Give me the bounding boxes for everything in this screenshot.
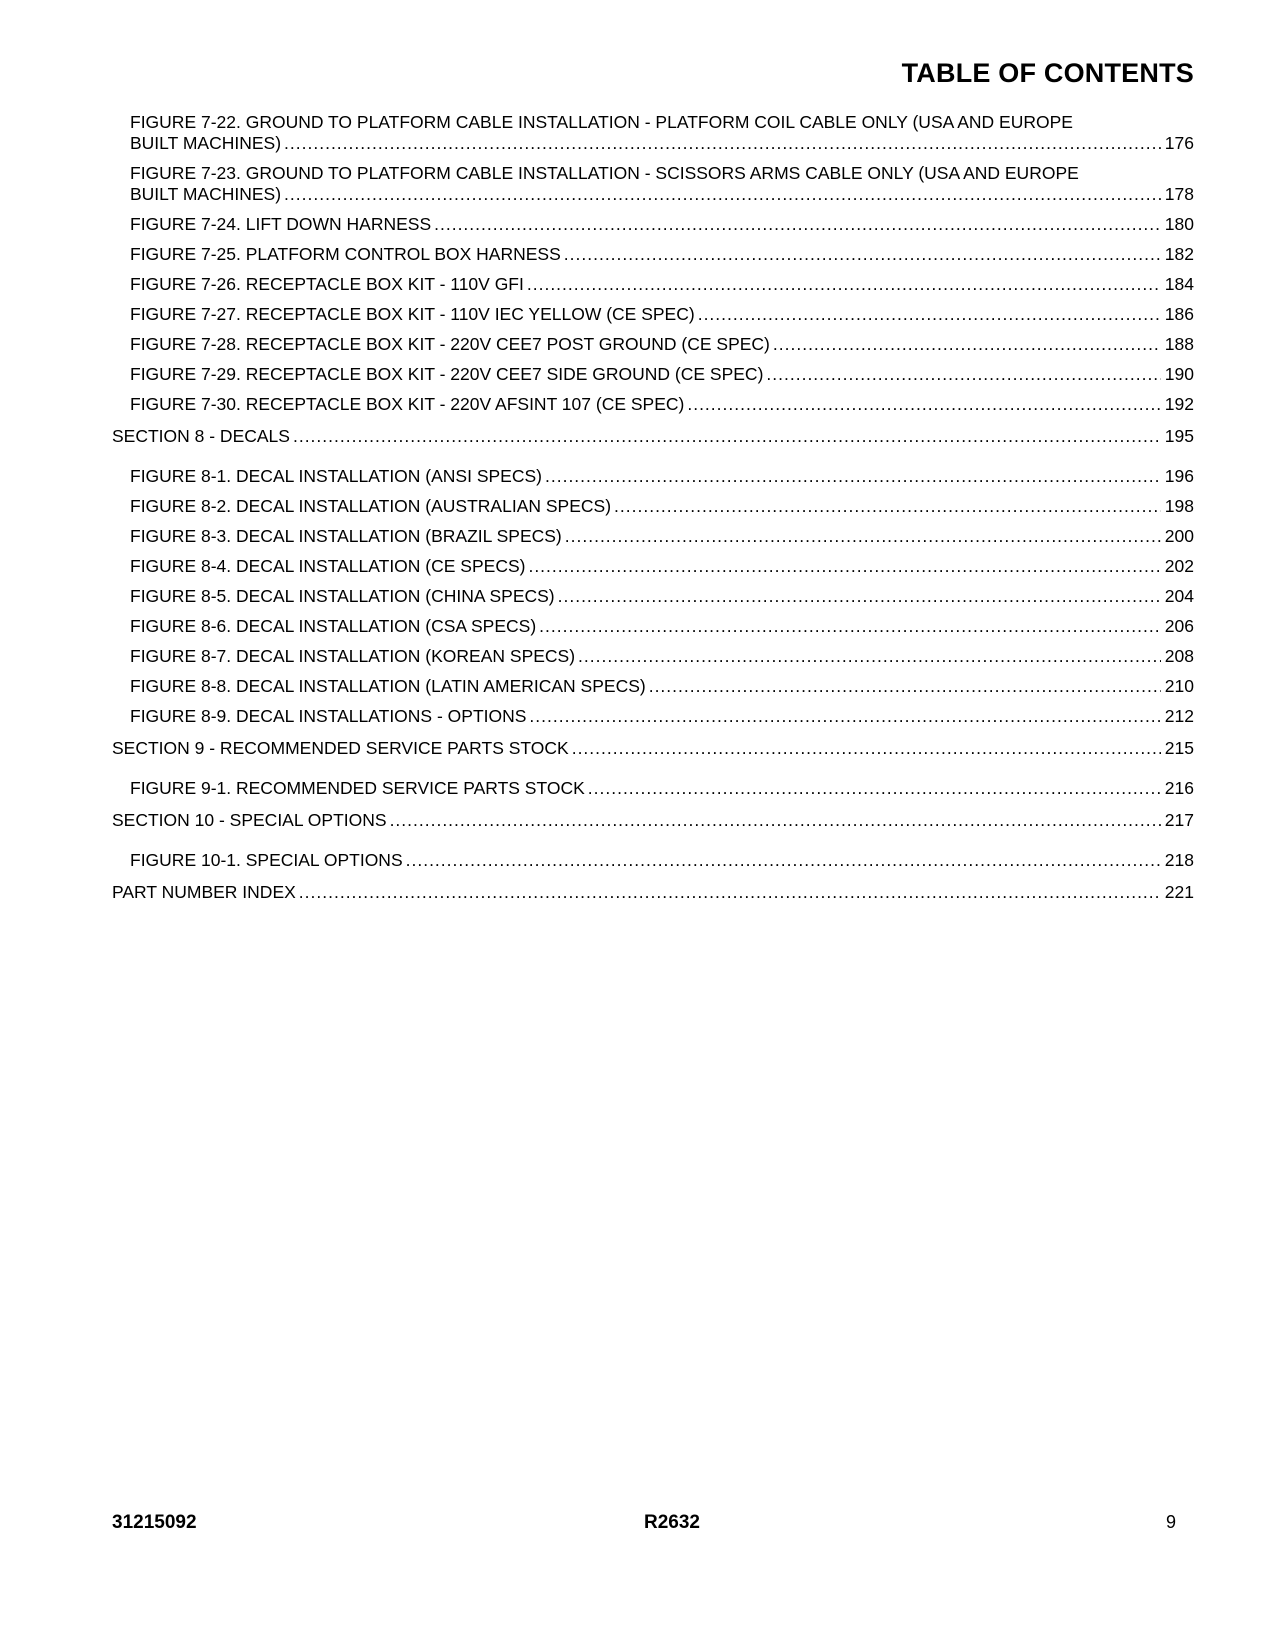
dot-leader: [293, 426, 1161, 447]
toc-entry-page: 176: [1164, 133, 1194, 153]
toc-entry-figure-7-24[interactable]: [112, 214, 1194, 235]
toc-entry-page: 216: [1164, 778, 1194, 798]
toc-entry-page: 198: [1164, 496, 1194, 516]
toc-entry-page: 182: [1164, 244, 1194, 264]
toc-entry-page: 208: [1164, 646, 1194, 666]
toc-entry-title: FIGURE 9-1. RECOMMENDED SERVICE PARTS STOCK: [130, 778, 585, 798]
dot-leader: [299, 882, 1161, 903]
dot-leader: [284, 133, 1161, 154]
toc-entry-title-line1: FIGURE 7-23. GROUND TO PLATFORM CABLE INSTALLATION - SCISSORS ARMS CABLE ONLY (USA AND EUROPE: [130, 163, 1079, 183]
dot-leader: [572, 738, 1161, 759]
toc-entry-title-line1: FIGURE 7-22. GROUND TO PLATFORM CABLE INSTALLATION - PLATFORM COIL CABLE ONLY (USA AND EUROPE: [130, 112, 1073, 132]
dot-leader: [614, 496, 1161, 517]
toc-entry-title: SECTION 9 - RECOMMENDED SERVICE PARTS STOCK: [112, 738, 569, 758]
toc-entry-page: 192: [1164, 394, 1194, 414]
dot-leader: [766, 364, 1160, 385]
toc-entry-page: 190: [1164, 364, 1194, 384]
footer-document-number: 31215092: [112, 1512, 197, 1533]
toc-entry-page: 188: [1164, 334, 1194, 354]
toc-entry-title: FIGURE 7-26. RECEPTACLE BOX KIT - 110V GFI: [130, 274, 524, 294]
toc-entry-figure-8-2[interactable]: [112, 496, 1194, 517]
toc-entry-figure-8-4[interactable]: [112, 556, 1194, 577]
toc-entry-title: FIGURE 8-4. DECAL INSTALLATION (CE SPECS): [130, 556, 526, 576]
toc-entry-page: 215: [1164, 738, 1194, 758]
toc-entry-page: 200: [1164, 526, 1194, 546]
page-footer: [112, 1512, 1194, 1536]
dot-leader: [545, 466, 1161, 487]
toc-entry-figure-9-1[interactable]: [112, 778, 1194, 799]
toc-entry-page: 196: [1164, 466, 1194, 486]
dot-leader: [649, 676, 1161, 697]
toc-entry-page: 186: [1164, 304, 1194, 324]
dot-leader: [687, 394, 1160, 415]
toc-entry-figure-7-25[interactable]: [112, 244, 1194, 265]
toc-entry-title: FIGURE 7-24. LIFT DOWN HARNESS: [130, 214, 432, 234]
toc-entry-title: FIGURE 8-7. DECAL INSTALLATION (KOREAN SPECS): [130, 646, 576, 666]
toc-entry-title: FIGURE 8-6. DECAL INSTALLATION (CSA SPECS): [130, 616, 537, 636]
toc-entry-page: 178: [1164, 184, 1194, 204]
toc-entry-page: 202: [1164, 556, 1194, 576]
toc-entry-title: FIGURE 7-25. PLATFORM CONTROL BOX HARNESS: [130, 244, 561, 264]
footer-model: R2632: [644, 1512, 700, 1533]
toc-entry-page: 204: [1164, 586, 1194, 606]
dot-leader: [528, 556, 1160, 577]
toc-entry-figure-7-22[interactable]: [112, 112, 1194, 154]
toc-entry-section-10[interactable]: [112, 810, 1194, 831]
dot-leader: [698, 304, 1161, 325]
toc-entry-figure-7-23[interactable]: [112, 163, 1194, 205]
toc-entry-page: 221: [1164, 882, 1194, 902]
toc-entry-title: FIGURE 10-1. SPECIAL OPTIONS: [130, 850, 403, 870]
dot-leader: [284, 184, 1161, 205]
toc-entry-title: FIGURE 7-28. RECEPTACLE BOX KIT - 220V CEE7 POST GROUND (CE SPEC): [130, 334, 770, 354]
dot-leader: [434, 214, 1161, 235]
toc-entry-title: PART NUMBER INDEX: [112, 882, 296, 902]
toc-entry-figure-10-1[interactable]: [112, 850, 1194, 871]
dot-leader: [558, 586, 1161, 607]
dot-leader: [588, 778, 1161, 799]
toc-entry-figure-7-26[interactable]: [112, 274, 1194, 295]
toc-entry-figure-8-7[interactable]: [112, 646, 1194, 667]
toc-entry-title: FIGURE 8-9. DECAL INSTALLATIONS - OPTIONS: [130, 706, 527, 726]
toc-entry-figure-8-6[interactable]: [112, 616, 1194, 637]
dot-leader: [390, 810, 1161, 831]
toc-entry-part-number-index[interactable]: [112, 882, 1194, 903]
toc-entry-title-line2: BUILT MACHINES): [130, 133, 282, 153]
toc-entry-figure-7-29[interactable]: [112, 364, 1194, 385]
dot-leader: [539, 616, 1161, 637]
toc-entry-title: FIGURE 7-29. RECEPTACLE BOX KIT - 220V CEE7 SIDE GROUND (CE SPEC): [130, 364, 764, 384]
toc-entry-page: 195: [1164, 426, 1194, 446]
dot-leader: [773, 334, 1161, 355]
dot-leader: [564, 244, 1161, 265]
toc-entry-title: SECTION 10 - SPECIAL OPTIONS: [112, 810, 387, 830]
toc-entry-page: 180: [1164, 214, 1194, 234]
toc-entry-title: FIGURE 8-1. DECAL INSTALLATION (ANSI SPECS): [130, 466, 542, 486]
toc-entry-figure-7-28[interactable]: [112, 334, 1194, 355]
toc-entry-section-8[interactable]: [112, 426, 1194, 447]
dot-leader: [578, 646, 1161, 667]
toc-entry-figure-8-9[interactable]: [112, 706, 1194, 727]
toc-entry-title: FIGURE 7-30. RECEPTACLE BOX KIT - 220V AFSINT 107 (CE SPEC): [130, 394, 685, 414]
toc-entry-title-line2: BUILT MACHINES): [130, 184, 282, 204]
toc-entry-title: FIGURE 8-2. DECAL INSTALLATION (AUSTRALIAN SPECS): [130, 496, 612, 516]
toc-entry-title: FIGURE 7-27. RECEPTACLE BOX KIT - 110V IEC YELLOW (CE SPEC): [130, 304, 695, 324]
toc-entry-page: 184: [1164, 274, 1194, 294]
dot-leader: [565, 526, 1161, 547]
toc-entry-figure-7-27[interactable]: [112, 304, 1194, 325]
toc-entry-figure-8-5[interactable]: [112, 586, 1194, 607]
toc-entry-figure-8-1[interactable]: [112, 466, 1194, 487]
toc-entry-figure-8-3[interactable]: [112, 526, 1194, 547]
dot-leader: [527, 274, 1161, 295]
table-of-contents: [112, 112, 1194, 922]
footer-page-number: 9: [1165, 1512, 1176, 1532]
toc-entry-section-9[interactable]: [112, 738, 1194, 759]
toc-entry-page: 217: [1164, 810, 1194, 830]
dot-leader: [529, 706, 1160, 727]
toc-entry-page: 218: [1164, 850, 1194, 870]
toc-entry-page: 212: [1164, 706, 1194, 726]
toc-entry-title: SECTION 8 - DECALS: [112, 426, 290, 446]
toc-entry-page: 206: [1164, 616, 1194, 636]
toc-entry-title: FIGURE 8-8. DECAL INSTALLATION (LATIN AMERICAN SPECS): [130, 676, 646, 696]
toc-entry-page: 210: [1164, 676, 1194, 696]
toc-entry-figure-7-30[interactable]: [112, 394, 1194, 415]
page-title: TABLE OF CONTENTS: [901, 58, 1194, 88]
toc-entry-figure-8-8[interactable]: [112, 676, 1194, 697]
toc-entry-title: FIGURE 8-3. DECAL INSTALLATION (BRAZIL SPECS): [130, 526, 562, 546]
dot-leader: [406, 850, 1161, 871]
toc-entry-title: FIGURE 8-5. DECAL INSTALLATION (CHINA SPECS): [130, 586, 555, 606]
